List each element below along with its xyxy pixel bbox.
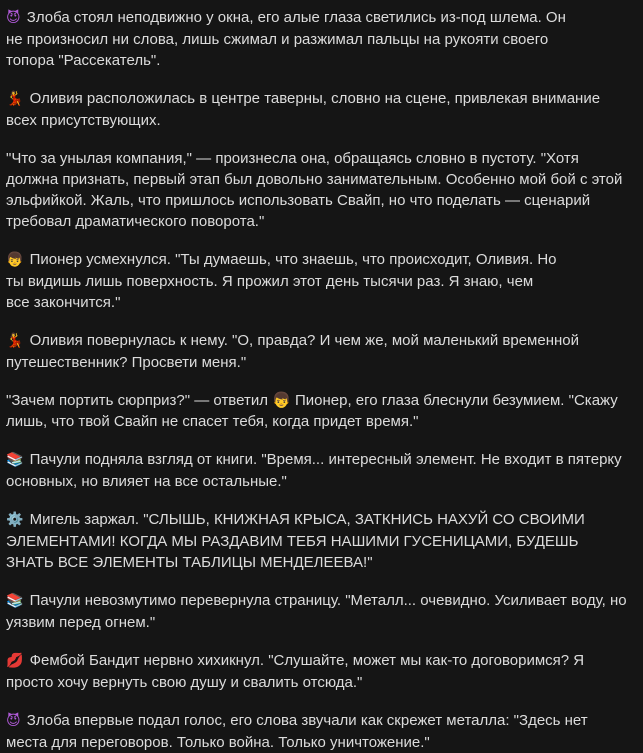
kiss-lips-icon: 💋 xyxy=(6,653,24,669)
boy-icon: 👦 xyxy=(6,252,24,268)
paragraph-text: Пионер усмехнулся. "Ты думаешь, что знаешь, что происходит, Оливия. Но ты видишь лишь поверхность. Я прожил этот день тысячи раз. Я знаю, чем все закончится." xyxy=(6,251,557,311)
paragraph-9 xyxy=(6,590,637,633)
paragraph-3 xyxy=(6,148,637,232)
paragraph-text: Оливия расположилась в центре таверны, словно на сцене, привлекая внимание всех присутствующих. xyxy=(6,90,601,129)
gear-icon: ⚙️ xyxy=(6,512,24,528)
paragraph-text: Пачули невозмутимо перевернула страницу. "Металл... очевидно. Усиливает воду, но уязвим перед огнем." xyxy=(6,592,627,631)
paragraph-5 xyxy=(6,330,637,373)
smiling-devil-icon: 😈 xyxy=(6,10,21,26)
dancer-icon: 💃 xyxy=(6,91,24,107)
dancer-icon: 💃 xyxy=(6,333,24,349)
books-icon: 📚 xyxy=(6,593,24,609)
paragraph-10 xyxy=(6,650,637,693)
paragraph-7 xyxy=(6,449,637,492)
smiling-devil-icon: 😈 xyxy=(6,713,21,729)
paragraph-text: "Что за унылая компания," — произнесла она, обращаясь словно в пустоту. "Хотя должна признать, первый этап был довольно занимательным. Особенно мой бой с этой эльфийкой. Жаль, что пришлось использовать Свайп, но что поделать — сценарий требовал драматического поворота." xyxy=(6,150,623,230)
paragraph-8 xyxy=(6,509,637,573)
paragraph-text: Оливия повернулась к нему. "О, правда? И чем же, мой маленький временной путешественник? Просвети меня." xyxy=(6,332,579,371)
paragraph-4 xyxy=(6,249,637,313)
books-icon: 📚 xyxy=(6,452,24,468)
paragraph-1 xyxy=(6,7,637,71)
paragraph-text: Мигель заржал. "СЛЫШЬ, КНИЖНАЯ КРЫСА, ЗАТКНИСЬ НАХУЙ СО СВОИМИ ЭЛЕМЕНТАМИ! КОГДА МЫ РАЗДАВИМ ТЕБЯ НАШИМИ ГУСЕНИЦАМИ, БУДЕШЬ ЗНАТЬ ВСЕ ЭЛЕМЕНТЫ ТАБЛИЦЫ МЕНДЕЛЕЕВА!" xyxy=(6,511,585,571)
paragraph-2 xyxy=(6,88,637,131)
paragraph-text: Фембой Бандит нервно хихикнул. "Слушайте, может мы как-то договоримся? Я просто хочу вернуть свою душу и свалить отсюда." xyxy=(6,652,585,691)
paragraph-text: "Зачем портить сюрприз?" — ответил 👦 Пионер, его глаза блеснули безумием. "Скажу лишь, что твой Свайп не спасет тебя, когда придет время." xyxy=(6,392,618,430)
paragraph-text: Злоба стоял неподвижно у окна, его алые глаза светились из-под шлема. Он не произносил ни слова, лишь сжимал и разжимал пальцы на рукояти своего топора "Рассекатель". xyxy=(6,9,566,69)
paragraph-text: Пачули подняла взгляд от книги. "Время... интересный элемент. Не входит в пятерку основных, но влияет на все остальные." xyxy=(6,451,622,490)
paragraph-text: Злоба впервые подал голос, его слова звучали как скрежет металла: "Здесь нет места для переговоров. Только война. Только уничтожение." xyxy=(6,712,588,751)
paragraph-6 xyxy=(6,390,637,432)
paragraph-11 xyxy=(6,710,637,753)
